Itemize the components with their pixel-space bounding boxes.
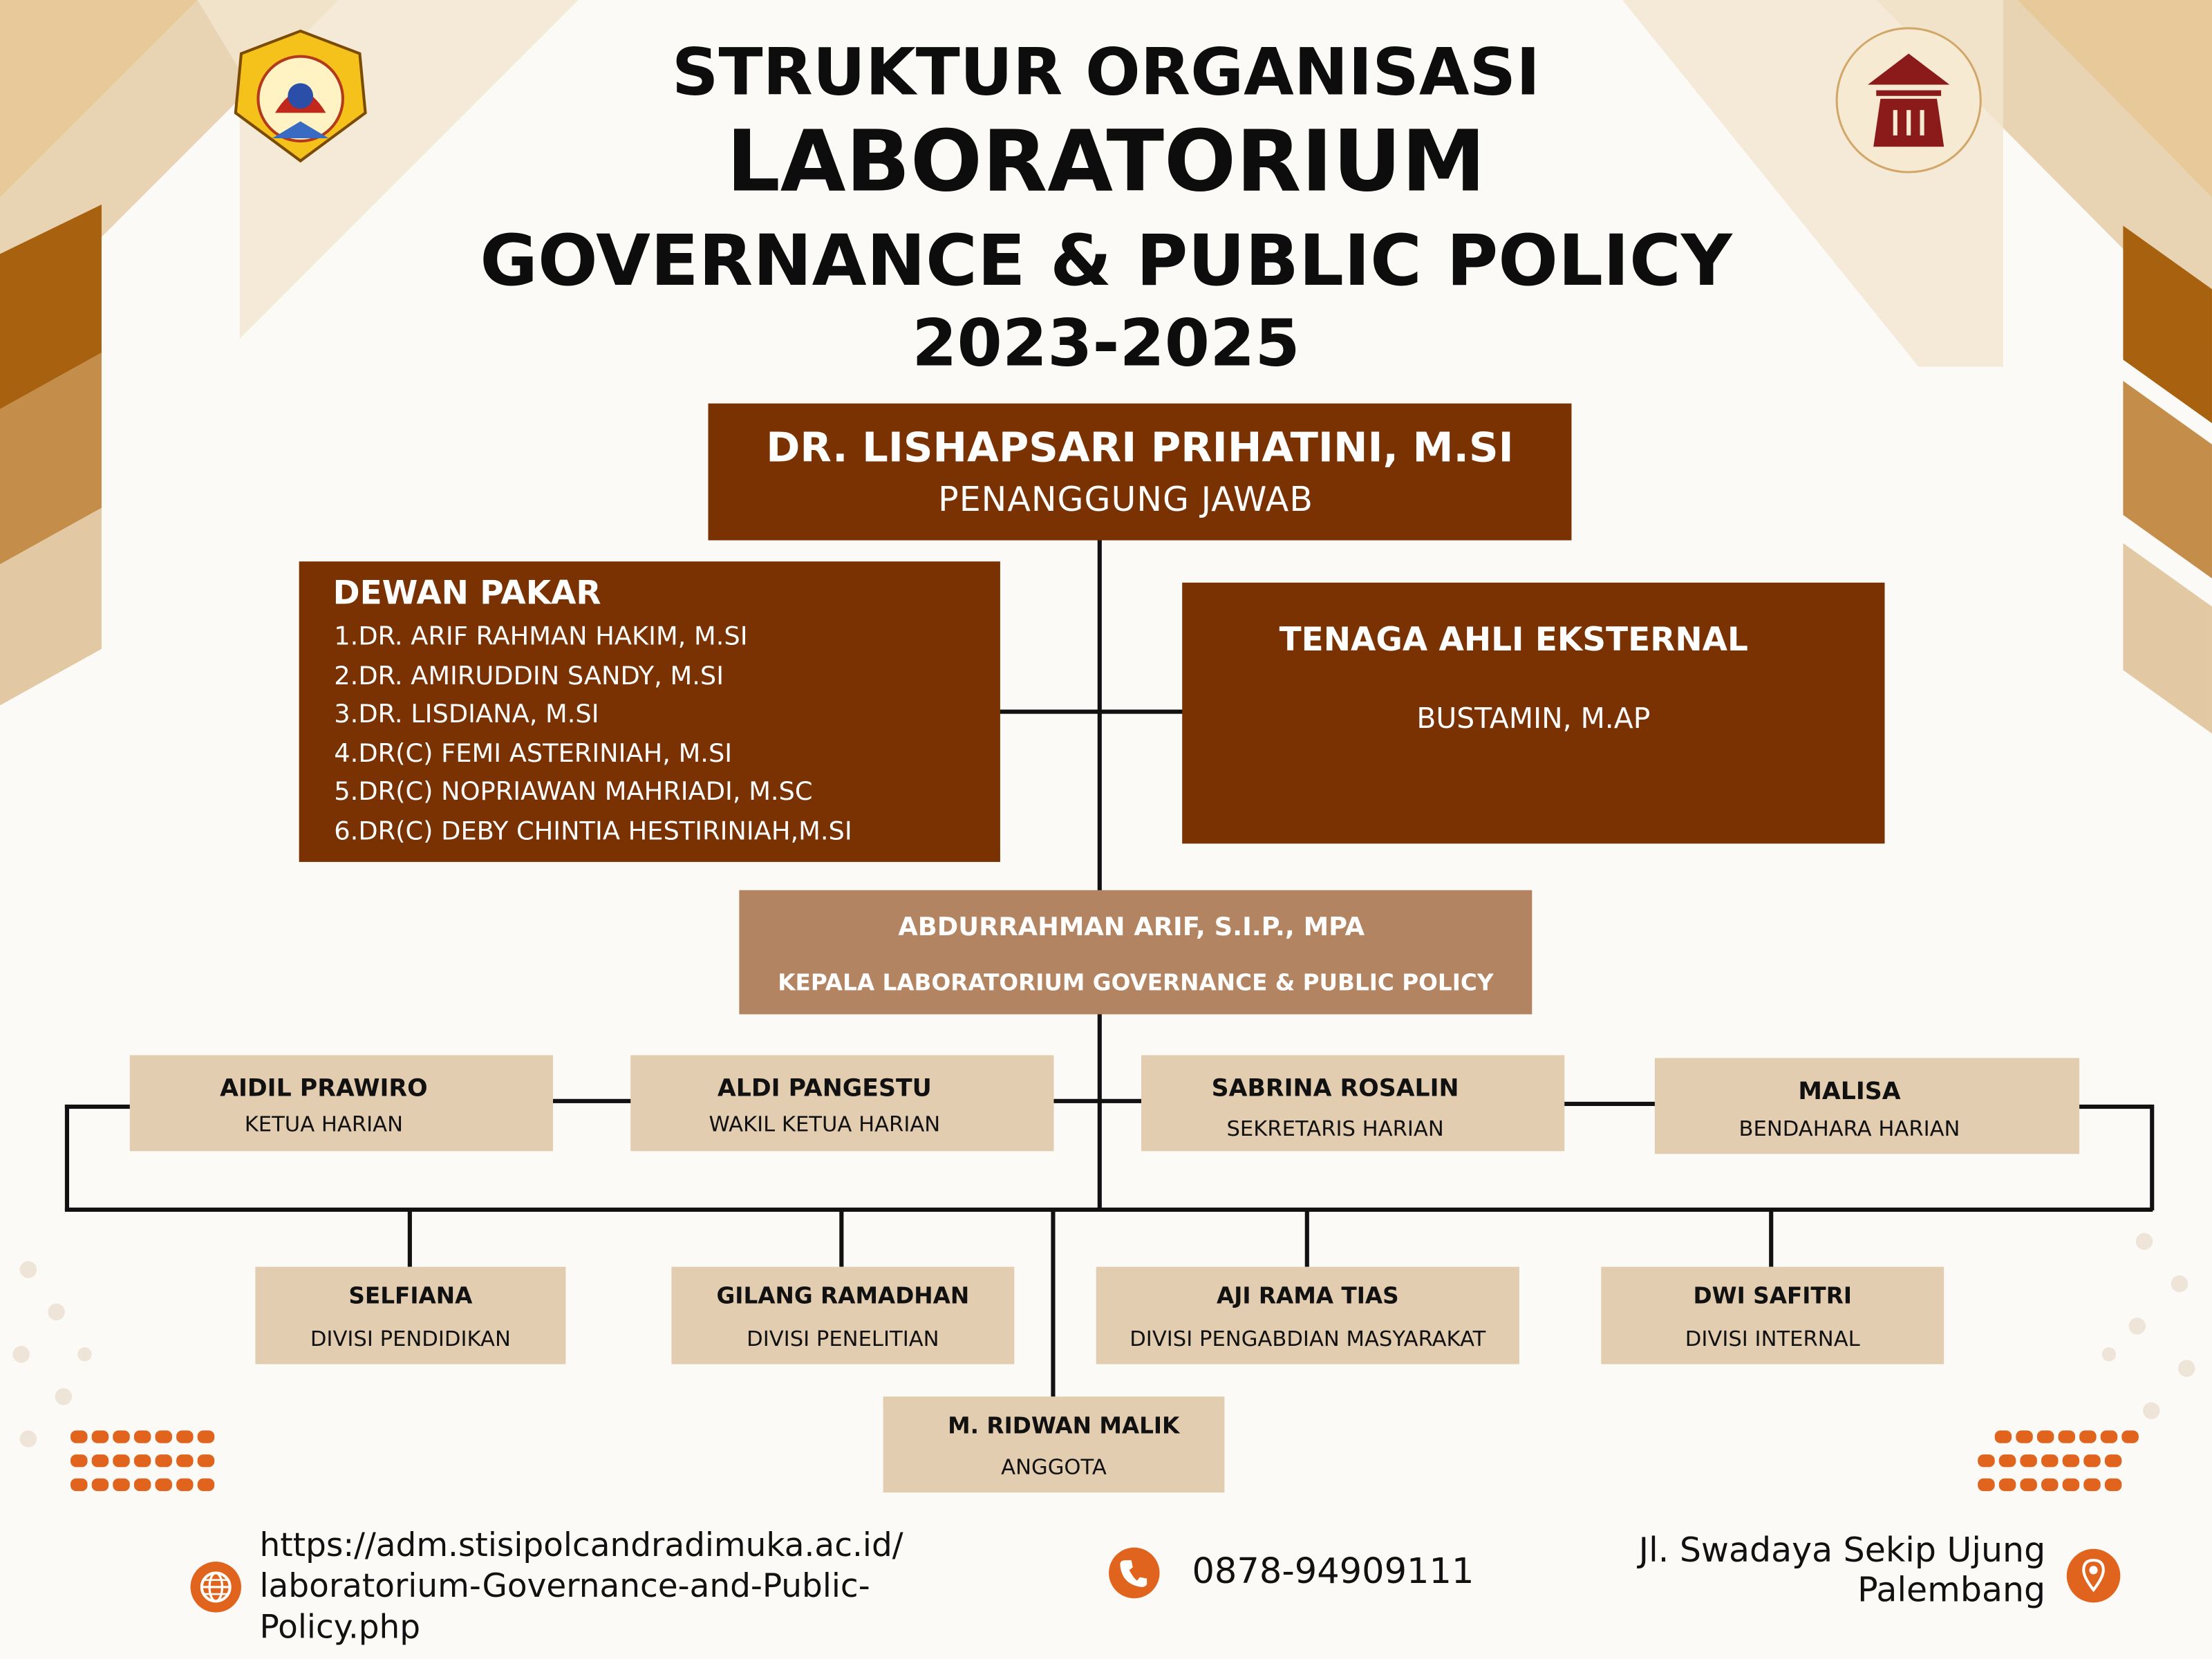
decorative-dot bbox=[92, 1454, 109, 1467]
website-url-line-2: laboratorium-Governance-and-Public- bbox=[259, 1568, 870, 1606]
decorative-dot bbox=[71, 1479, 87, 1491]
decorative-dot bbox=[1999, 1479, 2016, 1491]
kepala-lab-role: KEPALA LABORATORIUM GOVERNANCE & PUBLIC POLICY bbox=[778, 969, 1494, 996]
divisi-member-name: GILANG RAMADHAN bbox=[716, 1282, 970, 1309]
pengurus-harian-role: KETUA HARIAN bbox=[244, 1112, 403, 1137]
dewan-pakar-member-name: DR(C) FEMI ASTERINIAH, M.SI bbox=[358, 738, 733, 769]
pengurus-harian-name: ALDI PANGESTU bbox=[717, 1075, 932, 1103]
title-line-3: GOVERNANCE & PUBLIC POLICY bbox=[480, 220, 1732, 302]
decorative-dot bbox=[1999, 1454, 2016, 1467]
decorative-dot bbox=[92, 1479, 109, 1491]
phone-number[interactable]: 0878-94909111 bbox=[1192, 1550, 1474, 1592]
decorative-dot bbox=[198, 1430, 214, 1443]
divisi-member-name: AJI RAMA TIAS bbox=[1216, 1282, 1399, 1309]
dewan-pakar-heading: DEWAN PAKAR bbox=[332, 575, 601, 612]
title-line-4: 2023-2025 bbox=[912, 304, 1300, 382]
phone-icon bbox=[1109, 1548, 1159, 1598]
pengurus-harian-role: BENDAHARA HARIAN bbox=[1738, 1116, 1960, 1142]
divisi-box bbox=[1096, 1267, 1519, 1365]
dewan-pakar-box bbox=[299, 561, 1000, 862]
decorative-dot bbox=[2016, 1430, 2032, 1443]
address bbox=[1580, 1530, 2045, 1609]
decorative-dot bbox=[2101, 1430, 2117, 1443]
pengurus-harian-box bbox=[130, 1056, 553, 1152]
decorative-dot bbox=[2083, 1454, 2100, 1467]
decorative-dot bbox=[113, 1454, 129, 1467]
title-line-2: LABORATORIUM bbox=[726, 113, 1486, 212]
dewan-pakar-member bbox=[327, 700, 599, 738]
decorative-dot bbox=[1978, 1479, 1994, 1491]
decorative-dot bbox=[134, 1479, 151, 1491]
tenaga-ahli-name: BUSTAMIN, M.AP bbox=[1416, 701, 1651, 735]
decorative-dot bbox=[155, 1479, 171, 1491]
decorative-dot bbox=[176, 1479, 193, 1491]
dewan-pakar-member bbox=[327, 661, 724, 699]
decorative-dot bbox=[71, 1430, 87, 1443]
divisi-role: DIVISI PENELITIAN bbox=[747, 1326, 939, 1352]
dewan-pakar-member bbox=[327, 622, 747, 660]
decorative-dot bbox=[2037, 1430, 2054, 1443]
dewan-pakar-member-name: DR. ARIF RAHMAN HAKIM, M.SI bbox=[358, 621, 748, 652]
pengurus-harian-name: SABRINA ROSALIN bbox=[1211, 1075, 1459, 1103]
decorative-dot bbox=[2079, 1430, 2096, 1443]
pengurus-harian-box bbox=[1141, 1056, 1564, 1152]
dewan-pakar-member-name: DR(C) NOPRIAWAN MAHRIADI, M.SC bbox=[358, 778, 813, 808]
decorative-dot bbox=[198, 1479, 214, 1491]
dewan-pakar-member bbox=[327, 739, 732, 777]
decorative-dot bbox=[176, 1454, 193, 1467]
decorative-dot bbox=[2059, 1430, 2075, 1443]
pengurus-harian-role: SEKRETARIS HARIAN bbox=[1226, 1116, 1444, 1142]
decorative-dot bbox=[155, 1430, 171, 1443]
location-pin-icon bbox=[2067, 1549, 2121, 1603]
dewan-pakar-member-name: DR. AMIRUDDIN SANDY, M.SI bbox=[358, 661, 724, 691]
divisi-box bbox=[671, 1267, 1014, 1365]
decorative-dot bbox=[2105, 1454, 2121, 1467]
decorative-dot bbox=[198, 1454, 214, 1467]
anggota-box bbox=[883, 1396, 1225, 1492]
dewan-pakar-member-number: 5. bbox=[334, 778, 359, 808]
anggota-name: M. RIDWAN MALIK bbox=[948, 1412, 1180, 1439]
kepala-lab-box bbox=[739, 890, 1532, 1015]
dewan-pakar-member-number: 2. bbox=[334, 661, 359, 691]
pengurus-harian-role: WAKIL KETUA HARIAN bbox=[709, 1112, 941, 1137]
divisi-box bbox=[1601, 1267, 1944, 1365]
kepala-lab-name: ABDURRAHMAN ARIF, S.I.P., MPA bbox=[898, 912, 1365, 943]
dewan-pakar-member-name: DR(C) DEBY CHINTIA HESTIRINIAH,M.SI bbox=[358, 816, 852, 847]
website-url-line-3: Policy.php bbox=[259, 1609, 421, 1647]
divisi-role: DIVISI PENDIDIKAN bbox=[310, 1326, 511, 1352]
dewan-pakar-member-name: DR. LISDIANA, M.SI bbox=[358, 700, 599, 730]
decorative-dot bbox=[155, 1454, 171, 1467]
divisi-member-name: SELFIANA bbox=[348, 1282, 473, 1309]
decorative-dot bbox=[1995, 1430, 2012, 1443]
decorative-dot bbox=[113, 1430, 129, 1443]
divisi-role: DIVISI INTERNAL bbox=[1685, 1326, 1860, 1352]
decorative-dot bbox=[2083, 1479, 2100, 1491]
decorative-dot bbox=[2041, 1454, 2058, 1467]
decorative-dot bbox=[2020, 1454, 2036, 1467]
website-url[interactable] bbox=[260, 1526, 903, 1649]
decorative-dot bbox=[134, 1454, 151, 1467]
decorative-dot bbox=[1978, 1454, 1994, 1467]
dewan-pakar-member-number: 1. bbox=[334, 621, 359, 652]
address-line-1: Jl. Swadaya Sekip Ujung bbox=[1638, 1530, 2046, 1571]
anggota-role: ANGGOTA bbox=[1001, 1454, 1107, 1480]
dewan-pakar-member-number: 6. bbox=[334, 816, 359, 847]
decorative-dot bbox=[134, 1430, 151, 1443]
divisi-member-name: DWI SAFITRI bbox=[1693, 1282, 1852, 1309]
dewan-pakar-member bbox=[327, 778, 812, 816]
decorative-dot bbox=[2020, 1479, 2036, 1491]
penanggung-jawab-name: DR. LISHAPSARI PRIHATINI, M.SI bbox=[766, 423, 1514, 471]
divisi-box bbox=[255, 1267, 565, 1365]
tenaga-ahli-box bbox=[1182, 583, 1884, 844]
decorative-dot bbox=[2063, 1479, 2079, 1491]
address-line-2: Palembang bbox=[1857, 1570, 2046, 1610]
decorative-dot bbox=[92, 1430, 109, 1443]
penanggung-jawab-box bbox=[708, 404, 1571, 541]
dewan-pakar-member bbox=[327, 817, 852, 855]
decorative-dot bbox=[2063, 1454, 2079, 1467]
decorative-dot bbox=[2041, 1479, 2058, 1491]
dewan-pakar-member-number: 3. bbox=[334, 700, 359, 730]
pengurus-harian-name: AIDIL PRAWIRO bbox=[220, 1075, 428, 1103]
decorative-dot bbox=[2121, 1430, 2138, 1443]
decorative-dot bbox=[176, 1430, 193, 1443]
tenaga-ahli-heading: TENAGA AHLI EKSTERNAL bbox=[1279, 621, 1748, 659]
pengurus-harian-name: MALISA bbox=[1798, 1078, 1901, 1106]
pengurus-harian-box bbox=[1655, 1058, 2079, 1154]
decorative-dot bbox=[113, 1479, 129, 1491]
pengurus-harian-box bbox=[630, 1056, 1053, 1152]
penanggung-jawab-role: PENANGGUNG JAWAB bbox=[938, 479, 1313, 520]
globe-icon bbox=[191, 1562, 241, 1612]
dewan-pakar-member-number: 4. bbox=[334, 738, 359, 769]
decorative-dot bbox=[71, 1454, 87, 1467]
website-url-line-1: https://adm.stisipolcandradimuka.ac.id/ bbox=[259, 1528, 903, 1565]
divisi-role: DIVISI PENGABDIAN MASYARAKAT bbox=[1130, 1326, 1486, 1352]
decorative-dot bbox=[2105, 1479, 2121, 1491]
title-line-1: STRUKTUR ORGANISASI bbox=[671, 33, 1541, 111]
